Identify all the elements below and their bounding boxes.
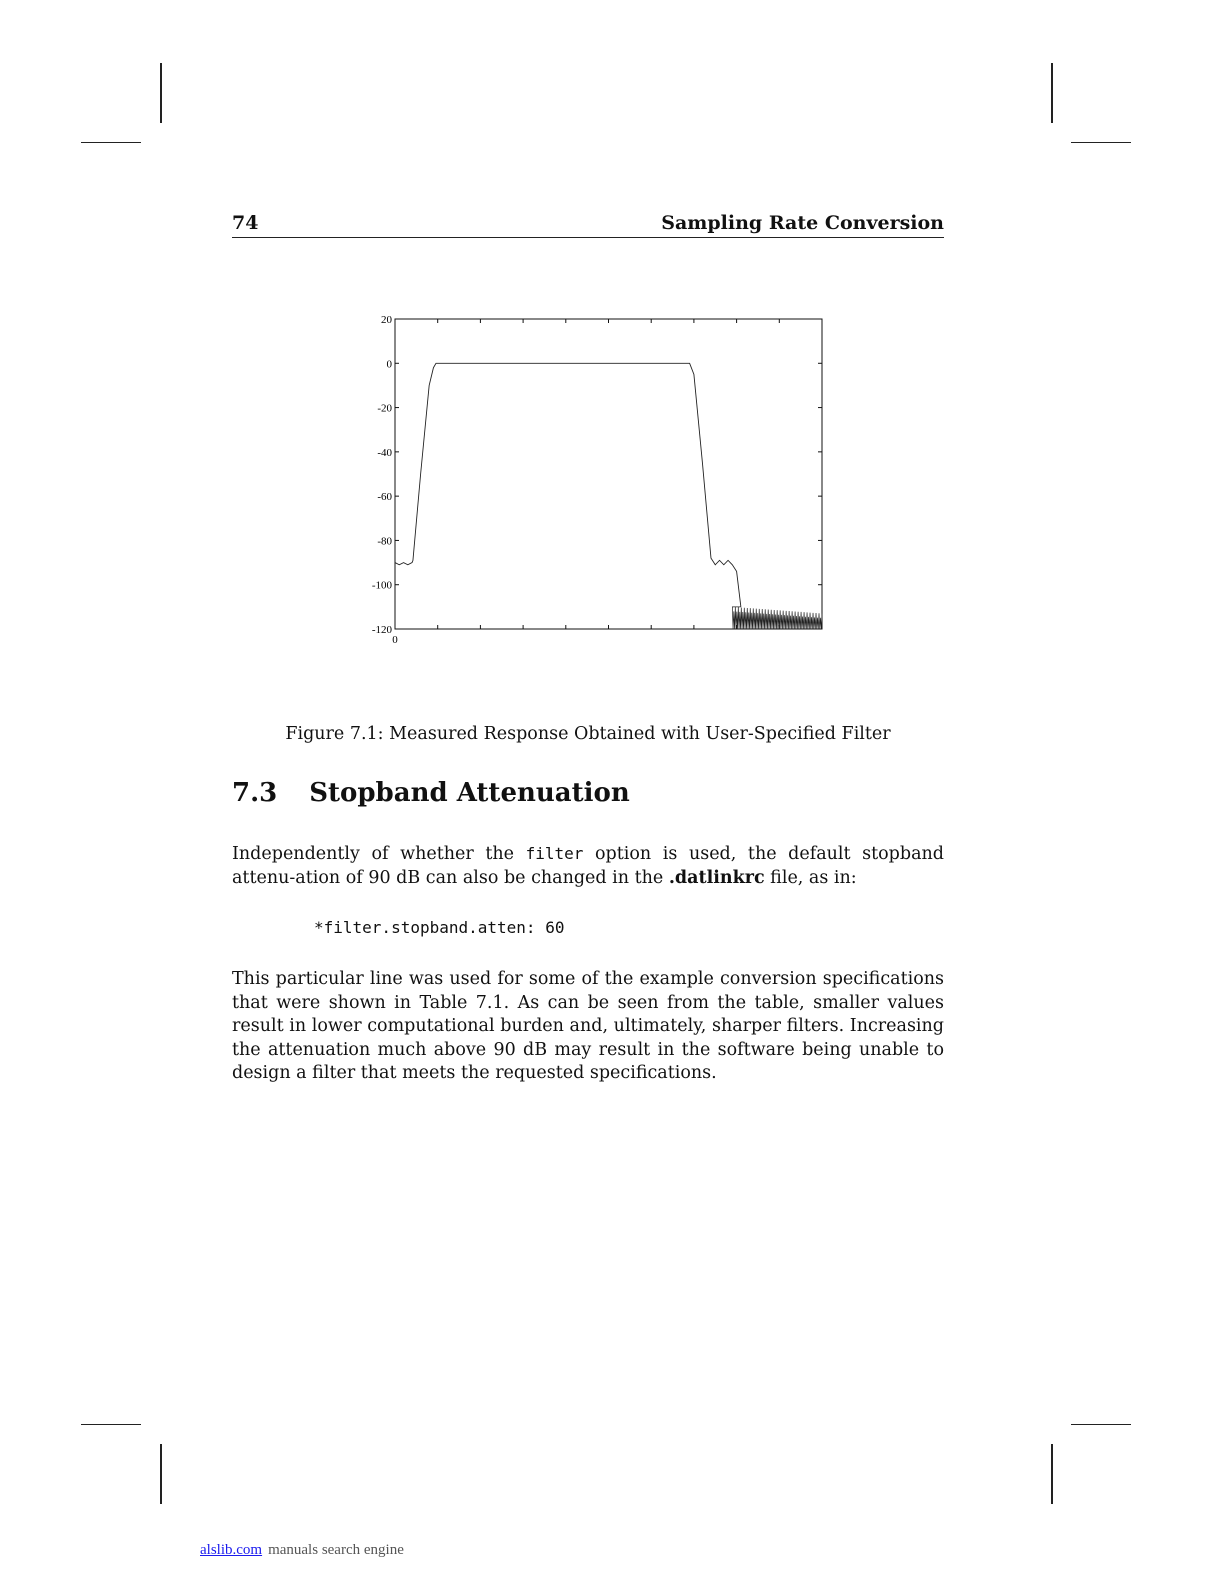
section-heading: [232, 778, 662, 808]
inline-code: filter: [525, 844, 584, 863]
y-tick-label: -100: [371, 579, 392, 592]
text: file, as in:: [764, 867, 857, 888]
y-tick-label: 0: [386, 358, 392, 371]
crop-mark: [1071, 142, 1131, 143]
y-tick-label: -80: [377, 535, 392, 548]
running-header: [232, 212, 944, 238]
stopband-noise-line: [732, 607, 822, 629]
chapter-title: Sampling Rate Conversion: [661, 212, 944, 234]
crop-mark: [160, 63, 162, 123]
y-tick-label: -20: [377, 402, 392, 415]
footer: [126, 1542, 404, 1559]
crop-mark: [1051, 1444, 1053, 1504]
response-line: [395, 363, 741, 607]
crop-mark: [1051, 63, 1053, 123]
crop-mark: [1071, 1424, 1131, 1425]
footer-link[interactable]: alslib.com: [200, 1542, 263, 1558]
code-line: *filter.stopband.atten: 60: [314, 918, 565, 937]
section-number: 7.3: [232, 778, 278, 808]
paragraph: [232, 842, 944, 890]
y-tick-label: -120: [371, 624, 392, 636]
y-tick-label: -40: [377, 446, 392, 459]
footer-text: manuals search engine: [268, 1542, 404, 1558]
crop-mark: [160, 1444, 162, 1504]
paragraph: This particular line was used for some of the example conversion specifications that were shown in Table 7.1. As can be seen from the table, smaller values result in lower computational burden and, ultimately, sharper filters. Increasing the attenuation much above 90 dB may result in the software being unable to design a filter that meets the requested specifications.: [232, 969, 944, 1083]
section-title: Stopband Attenuation: [309, 778, 630, 808]
page-number: 74: [232, 212, 259, 234]
figure-caption: Figure 7.1: Measured Response Obtained with User-Specified Filter: [285, 724, 891, 744]
filename: .datlinkrc: [668, 867, 765, 888]
x-tick-label: 0: [392, 634, 398, 646]
text: option is used, the default stopband attenu-ation of 90 dB can also be changed in the: [232, 844, 944, 888]
crop-mark: [81, 1424, 141, 1425]
y-tick-label: 20: [381, 314, 392, 326]
text: Independently of whether the: [232, 844, 526, 864]
y-tick-label: -60: [377, 491, 392, 504]
crop-mark: [81, 142, 141, 143]
frequency-response-chart: [340, 305, 840, 655]
plot-frame: [395, 319, 822, 629]
